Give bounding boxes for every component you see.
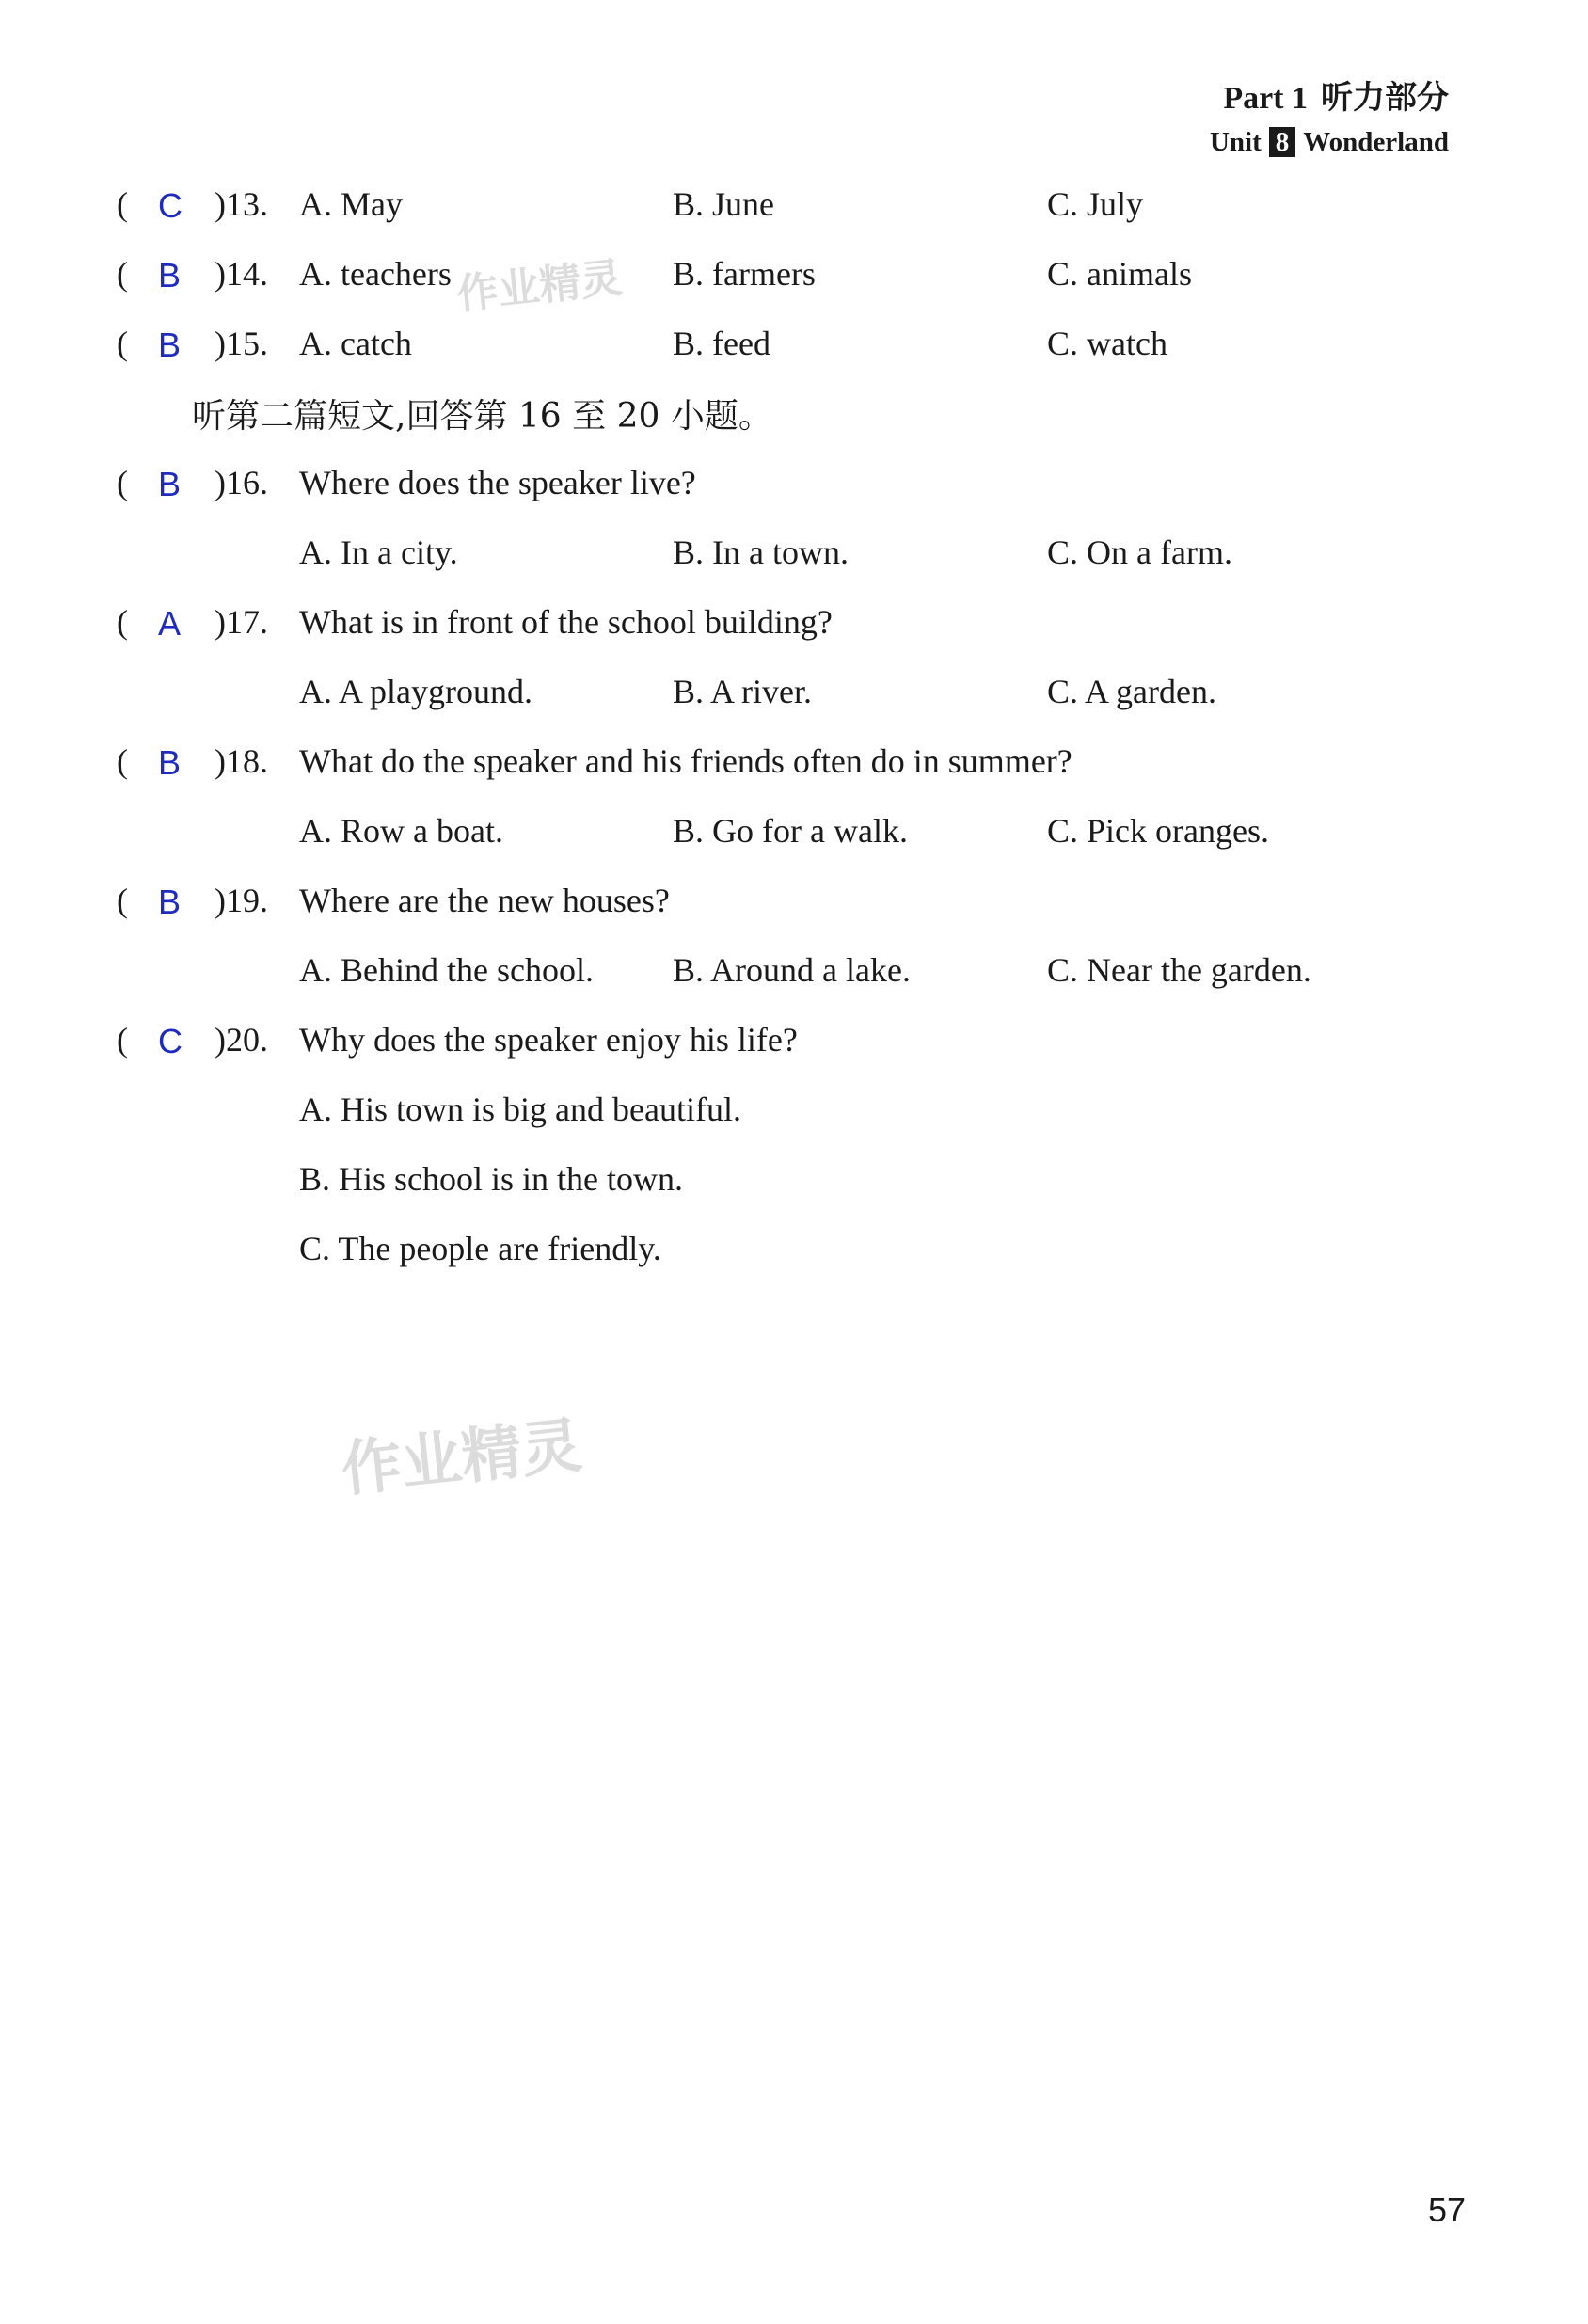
option-18-c: C. Pick oranges. [1047,812,1269,850]
option-17-b: B. A river. [673,673,813,710]
question-15: ( B )15. A. catch B. feed C. watch [117,325,1167,364]
question-number: )18. [214,742,268,780]
question-stem: Where does the speaker live? [299,464,696,501]
option-c: C. animals [1047,255,1192,293]
answer-17: A [158,604,182,643]
option-16-c: C. On a farm. [1047,533,1232,571]
question-number: )13. [214,185,268,223]
question-stem: What do the speaker and his friends often do in summer? [299,742,1072,780]
question-stem: What is in front of the school building? [299,603,833,641]
answer-13: C [158,186,183,225]
question-20: ( C )20. Why does the speaker enjoy his life? [117,1021,798,1060]
option-17-c: C. A garden. [1047,673,1216,710]
option-19-b: B. Around a lake. [673,951,911,989]
answer-16: B [158,465,182,503]
watermark-logo: 作业精灵 [454,253,625,320]
question-number: )19. [214,882,268,919]
answer-20: C [158,1022,183,1060]
option-b: B. farmers [673,255,816,293]
unit-number-badge: 8 [1269,127,1296,157]
question-17: ( A )17. What is in front of the school building? [117,603,833,643]
part-cn-label: 听力部分 [1321,79,1449,117]
option-16-b: B. In a town. [673,533,849,571]
watermark-logo: 作业精灵 [338,1410,585,1506]
part-title [1210,72,1449,118]
answer-15: B [158,326,182,364]
question-number: )20. [214,1021,268,1059]
option-17-a: A. A playground. [299,673,532,710]
question-18: ( B )18. What do the speaker and his friends often do in summer? [117,742,1072,782]
option-20-b: B. His school is in the town. [299,1160,684,1198]
option-20-c: C. The people are friendly. [299,1230,661,1267]
question-number: )15. [214,325,268,362]
question-14: ( B )14. A. teachers B. farmers C. animals [117,255,1192,294]
section-instruction: 听第二篇短文,回答第 16 至 20 小题。 [192,397,772,436]
option-16-a: A. In a city. [299,533,458,571]
question-number: )16. [214,464,268,501]
unit-title [1210,127,1449,158]
option-a: A. teachers [299,255,452,293]
question-stem: Where are the new houses? [299,882,670,919]
option-a: A. catch [299,325,412,362]
option-a: A. May [299,185,403,223]
question-stem: Why does the speaker enjoy his life? [299,1021,798,1059]
option-b: B. feed [673,325,770,362]
option-b: B. June [673,185,774,223]
answer-19: B [158,883,182,921]
option-c: C. July [1047,185,1144,223]
question-number: )14. [214,255,268,293]
part-label: Part 1 [1223,81,1308,116]
answer-18: B [158,743,182,782]
unit-name: Wonderland [1303,127,1449,157]
option-18-b: B. Go for a walk. [673,812,908,850]
answer-14: B [158,256,182,294]
page-header [1210,72,1449,158]
option-18-a: A. Row a boat. [299,812,503,850]
page-number: 57 [1427,2190,1466,2229]
question-19: ( B )19. Where are the new houses? [117,882,670,921]
question-number: )17. [214,603,268,641]
question-16: ( B )16. Where does the speaker live? [117,464,696,503]
option-20-a: A. His town is big and beautiful. [299,1090,741,1128]
option-c: C. watch [1047,325,1167,362]
option-19-c: C. Near the garden. [1047,951,1311,989]
unit-label: Unit [1209,127,1262,157]
option-19-a: A. Behind the school. [299,951,594,989]
question-13: ( C )13. A. May B. June C. July [117,185,1144,225]
